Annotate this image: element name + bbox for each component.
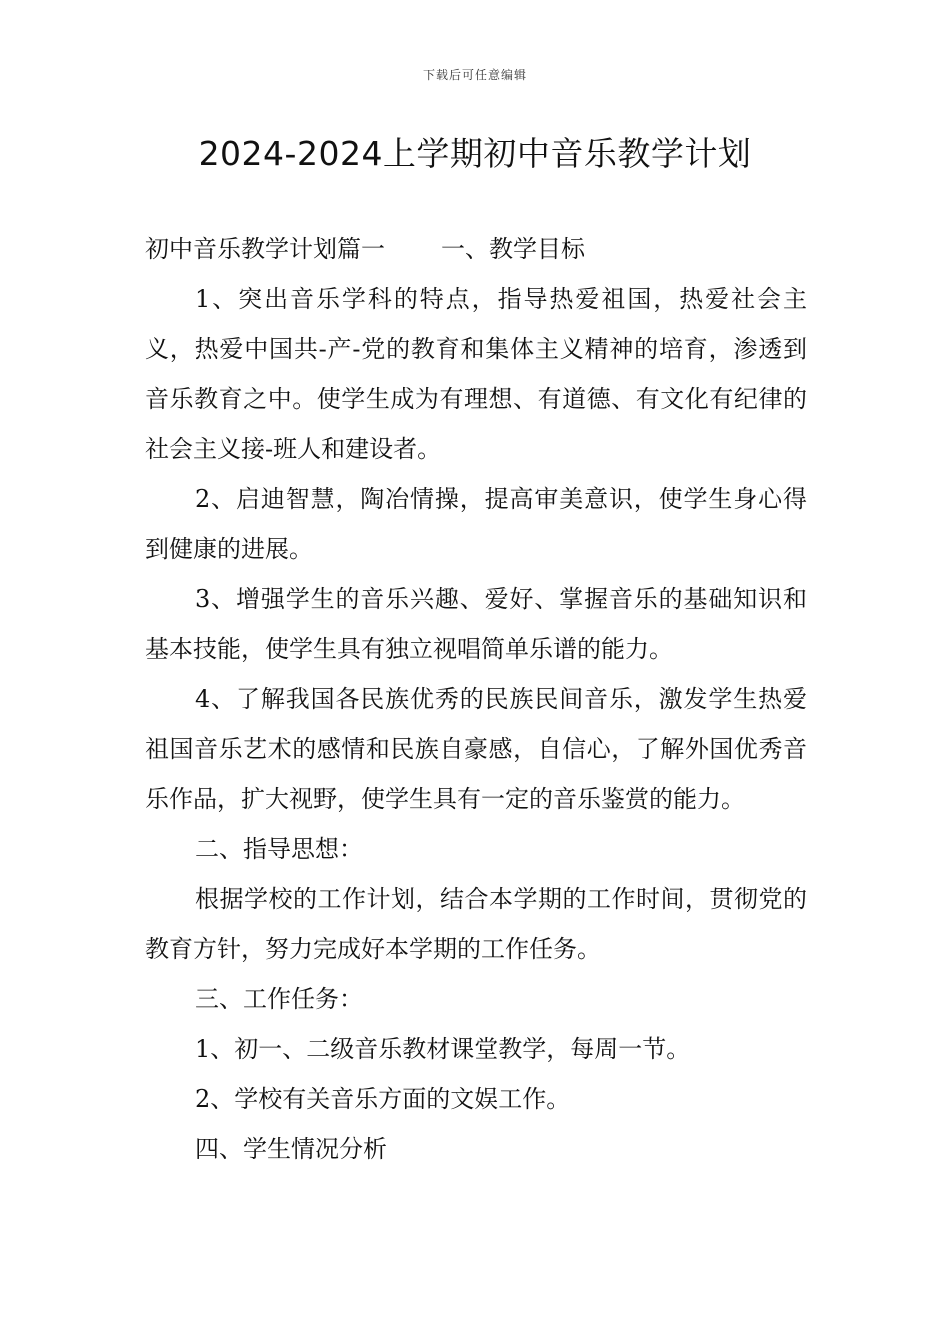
paragraph: 2、学校有关音乐方面的文娱工作。 bbox=[195, 1085, 571, 1113]
paragraph: 1、初一、二级音乐教材课堂教学，每周一节。 bbox=[195, 1035, 691, 1063]
paragraph: 4、了解我国各民族优秀的民族民间音乐，激发学生热爱祖国音乐艺术的感情和民族自豪感，自信心，了解外国优秀音乐作品，扩大视野，使学生具有一定的音乐鉴赏的能力。 bbox=[145, 685, 807, 813]
section-heading: 一、教学目标 bbox=[441, 235, 585, 263]
section-heading: 四、学生情况分析 bbox=[195, 1135, 387, 1163]
part-label: 初中音乐教学计划篇一 bbox=[145, 235, 385, 263]
lead-line bbox=[145, 224, 807, 274]
paragraph: 2、启迪智慧，陶冶情操，提高审美意识，使学生身心得到健康的进展。 bbox=[145, 485, 807, 563]
header-note: 下载后可任意编辑 bbox=[422, 68, 527, 82]
paragraph: 1、突出音乐学科的特点，指导热爱祖国，热爱社会主义，热爱中国共-产-党的教育和集体主义精神的培育，渗透到音乐教育之中。使学生成为有理想、有道德、有文化有纪律的社会主义接-班人和建设者。 bbox=[145, 285, 807, 463]
paragraph: 3、增强学生的音乐兴趣、爱好、掌握音乐的基础知识和基本技能，使学生具有独立视唱简单乐谱的能力。 bbox=[145, 585, 807, 663]
paragraph: 根据学校的工作计划，结合本学期的工作时间，贯彻党的教育方针，努力完成好本学期的工作任务。 bbox=[145, 885, 807, 963]
section-heading: 二、指导思想： bbox=[195, 835, 363, 863]
document-title: 2024-2024上学期初中音乐教学计划 bbox=[198, 134, 752, 173]
section-heading: 三、工作任务： bbox=[195, 985, 363, 1013]
document-body bbox=[145, 224, 807, 1174]
